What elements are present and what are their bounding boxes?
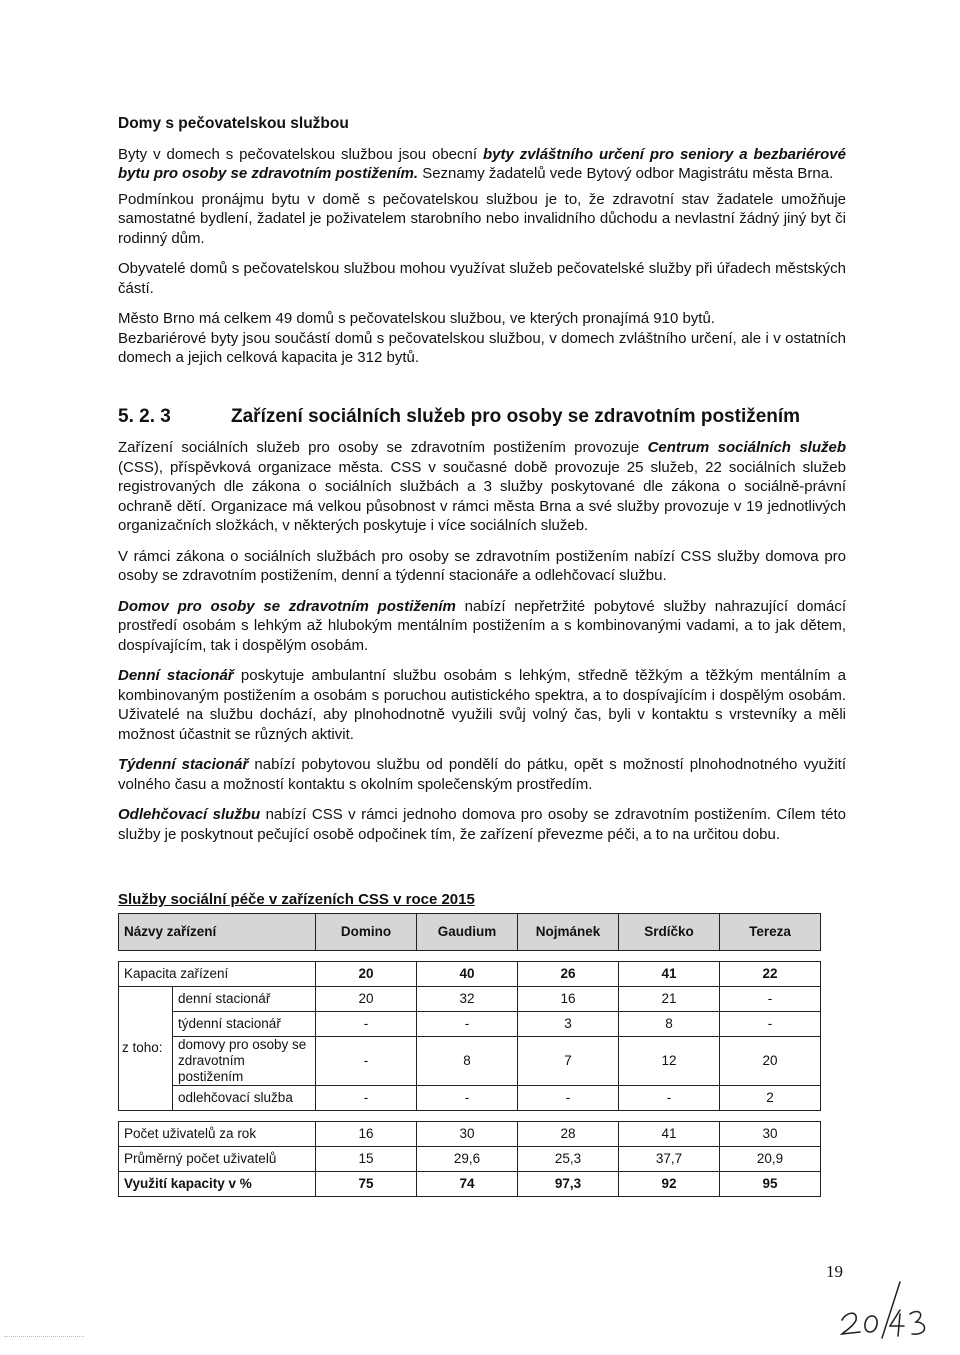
paragraph-bezbarierove: Bezbariérové byty jsou součástí domů s pečovatelskou službou, v domech zvláštního určení, ale i v ostatních domech a jejich celková kapacita je 312 bytů.: [118, 329, 846, 366]
table-row: [119, 1171, 821, 1196]
emphasis-tydenni-stacionar: Týdenní stacionář: [118, 756, 249, 773]
table-cell: 21: [619, 986, 720, 1011]
table-row: [119, 1146, 821, 1171]
table-row: [119, 961, 821, 986]
table-row: [119, 1036, 821, 1085]
table-cell: 95: [720, 1171, 821, 1196]
table-cell: 30: [720, 1121, 821, 1146]
table-cell: 20: [316, 961, 417, 986]
emphasis-byty-zvlastniho-urceni: byty zvláštního určení pro seniory a bezbariérové bytu pro osoby se zdravotním postižením.: [118, 145, 846, 182]
section-number: 5. 2. 3: [118, 405, 171, 427]
table-cell: -: [720, 1011, 821, 1036]
emphasis-centrum: Centrum sociálních služeb: [647, 439, 846, 456]
table-row: [119, 1121, 821, 1146]
emphasis-denni-stacionar: Denní stacionář: [118, 667, 234, 684]
row-label: odlehčovací služba: [173, 1085, 316, 1110]
table-cell: 8: [417, 1036, 518, 1085]
paragraph-odlehcovaci: Odlehčovací službu nabízí CSS v rámci jednoho domova pro osoby se zdravotním postižením. Cílem této služby je poskytnout pečující osobě odpočinek tím, že zařízení převezme péči, a to na určitou dobu.: [118, 806, 846, 843]
table-cell: 15: [316, 1146, 417, 1171]
row-label: denní stacionář: [173, 986, 316, 1011]
table-cell: 29,6: [417, 1146, 518, 1171]
table-row: [119, 1085, 821, 1110]
paragraph-tydenni-stacionar: Týdenní stacionář nabízí pobytovou službu od pondělí do pátku, opět s možností plnohodnotného využití volného času a možností kontaktu s okolním společenským prostředím.: [118, 756, 846, 793]
page-content: [118, 114, 846, 1197]
table-cell: -: [720, 986, 821, 1011]
table-cell: -: [417, 1011, 518, 1036]
table-cell: 92: [619, 1171, 720, 1196]
table-row: [119, 986, 821, 1011]
table-cell: 28: [518, 1121, 619, 1146]
table-cell: 40: [417, 961, 518, 986]
paragraph-mesto-brno: Město Brno má celkem 49 domů s pečovatelskou službou, ve kterých pronajímá 910 bytů.: [118, 310, 715, 327]
row-label: týdenní stacionář: [173, 1011, 316, 1036]
table-cell: 74: [417, 1171, 518, 1196]
table-cell: 20: [720, 1036, 821, 1085]
table-cell: 75: [316, 1171, 417, 1196]
section-heading-zarizeni: [118, 407, 846, 427]
page-number: 19: [826, 1262, 843, 1281]
paragraph-denni-stacionar: Denní stacionář poskytuje ambulantní službu osobám s lehkým, středně těžkým a těžkým mentálním a kombinovaným postižením a osobám s poruchou autistického spektra, a to dospívajícím i dospělým osobám. Uživatelé na službu dochází, aby plnohodnotně využili svůj volný čas, byli v kontaktu s vrstevníky a měli možnost účastnit se různých aktivit.: [118, 667, 846, 743]
row-label: Počet uživatelů za rok: [119, 1121, 316, 1146]
row-label: Průměrný počet uživatelů: [119, 1146, 316, 1171]
row-label: Využití kapacity v %: [119, 1171, 316, 1196]
paragraph-podminka: Podmínkou pronájmu bytu v domě s pečovatelskou službou je to, že zdravotní stav žadatele umožňuje samostatné bydlení, žadatel je poživatelem starobního nebo invalidního důchodu a nevlastní žádný jiný byt či rodinný dům.: [118, 190, 846, 247]
table-cell: 32: [417, 986, 518, 1011]
table-cell: 25,3: [518, 1146, 619, 1171]
table-cell: -: [316, 1085, 417, 1110]
header-cell: Nojmánek: [518, 913, 619, 950]
header-cell: Tereza: [720, 913, 821, 950]
handwritten-page-note: [838, 1280, 938, 1340]
scan-artifact-line: [4, 1336, 84, 1338]
header-cell: Názvy zařízení: [119, 913, 316, 950]
table-cell: 26: [518, 961, 619, 986]
emphasis-odlehcovaci: Odlehčovací službu: [118, 806, 261, 823]
section-heading-domy: Domy s pečovatelskou službou: [118, 115, 349, 132]
table-cell: -: [316, 1011, 417, 1036]
paragraph-css: Zařízení sociálních služeb pro osoby se zdravotním postižením provozuje Centrum sociálních služeb (CSS), příspěvková organizace města. CSS v současné době provozuje 25 služeb, 22 sociálních služeb registrovaných dle zákona o sociálních službách a 3 služby poskytované dle zákona o sociálně-právní ochraně dětí. Organizace má velkou působnost v rámci města Brna a své služby provozuje v 19 jednotlivých organizačních složkách, v některých poskytuje i více sociálních služeb.: [118, 439, 846, 534]
table-cell: 37,7: [619, 1146, 720, 1171]
table-cell: 3: [518, 1011, 619, 1036]
table-cell: 41: [619, 1121, 720, 1146]
table-cell: -: [417, 1085, 518, 1110]
table-cell: 30: [417, 1121, 518, 1146]
table-cell: -: [619, 1085, 720, 1110]
row-label: domovy pro osoby se zdravotním postižením: [173, 1036, 316, 1085]
paragraph-obyvatele: Obyvatelé domů s pečovatelskou službou mohou využívat služeb pečovatelské služby při úřadech městských částí.: [118, 260, 846, 297]
table-cell: 16: [316, 1121, 417, 1146]
paragraph-v-ramci-zakona: V rámci zákona o sociálních službách pro osoby se zdravotním postižením nabízí CSS služby domova pro osoby se zdravotním postižením, denní a týdenní stacionáře a odlehčovací službu.: [118, 547, 846, 584]
paragraph-byty: Byty v domech s pečovatelskou službou jsou obecní byty zvláštního určení pro seniory a bezbariérové bytu pro osoby se zdravotním postižením. Seznamy žadatelů vede Bytový odbor Magistrátu města Brna.: [118, 145, 846, 182]
services-table: [118, 913, 821, 1197]
table-cell: -: [316, 1036, 417, 1085]
table-cell: 2: [720, 1085, 821, 1110]
table-cell: 22: [720, 961, 821, 986]
header-cell: Gaudium: [417, 913, 518, 950]
header-cell: Srdíčko: [619, 913, 720, 950]
table-cell: 7: [518, 1036, 619, 1085]
table-cell: 20,9: [720, 1146, 821, 1171]
section-title: Zařízení sociálních služeb pro osoby se zdravotním postižením: [231, 405, 801, 427]
table-cell: 20: [316, 986, 417, 1011]
table-spacer: [119, 950, 821, 961]
table-cell: 97,3: [518, 1171, 619, 1196]
table-cell: 41: [619, 961, 720, 986]
paragraph-domov: Domov pro osoby se zdravotním postižením nabízí nepřetržité pobytové služby nahrazující domácí prostředí osobám s lehkým až hlubokým mentálním postižením a s kombinovanými vadami, a to jak dětem, dospívajícím, tak i dospělým osobám.: [118, 597, 846, 654]
table-row: [119, 1011, 821, 1036]
header-cell: Domino: [316, 913, 417, 950]
emphasis-domov: Domov pro osoby se zdravotním postižením: [118, 597, 456, 615]
row-label: Kapacita zařízení: [119, 961, 316, 986]
table-cell: -: [518, 1085, 619, 1110]
table-spacer: [119, 1110, 821, 1121]
table-cell: 8: [619, 1011, 720, 1036]
table-cell: 12: [619, 1036, 720, 1085]
z-toho-label: z toho:: [119, 986, 173, 1110]
table-title: Služby sociální péče v zařízeních CSS v roce 2015: [118, 891, 475, 908]
table-header-row: [119, 913, 821, 950]
table-cell: 16: [518, 986, 619, 1011]
